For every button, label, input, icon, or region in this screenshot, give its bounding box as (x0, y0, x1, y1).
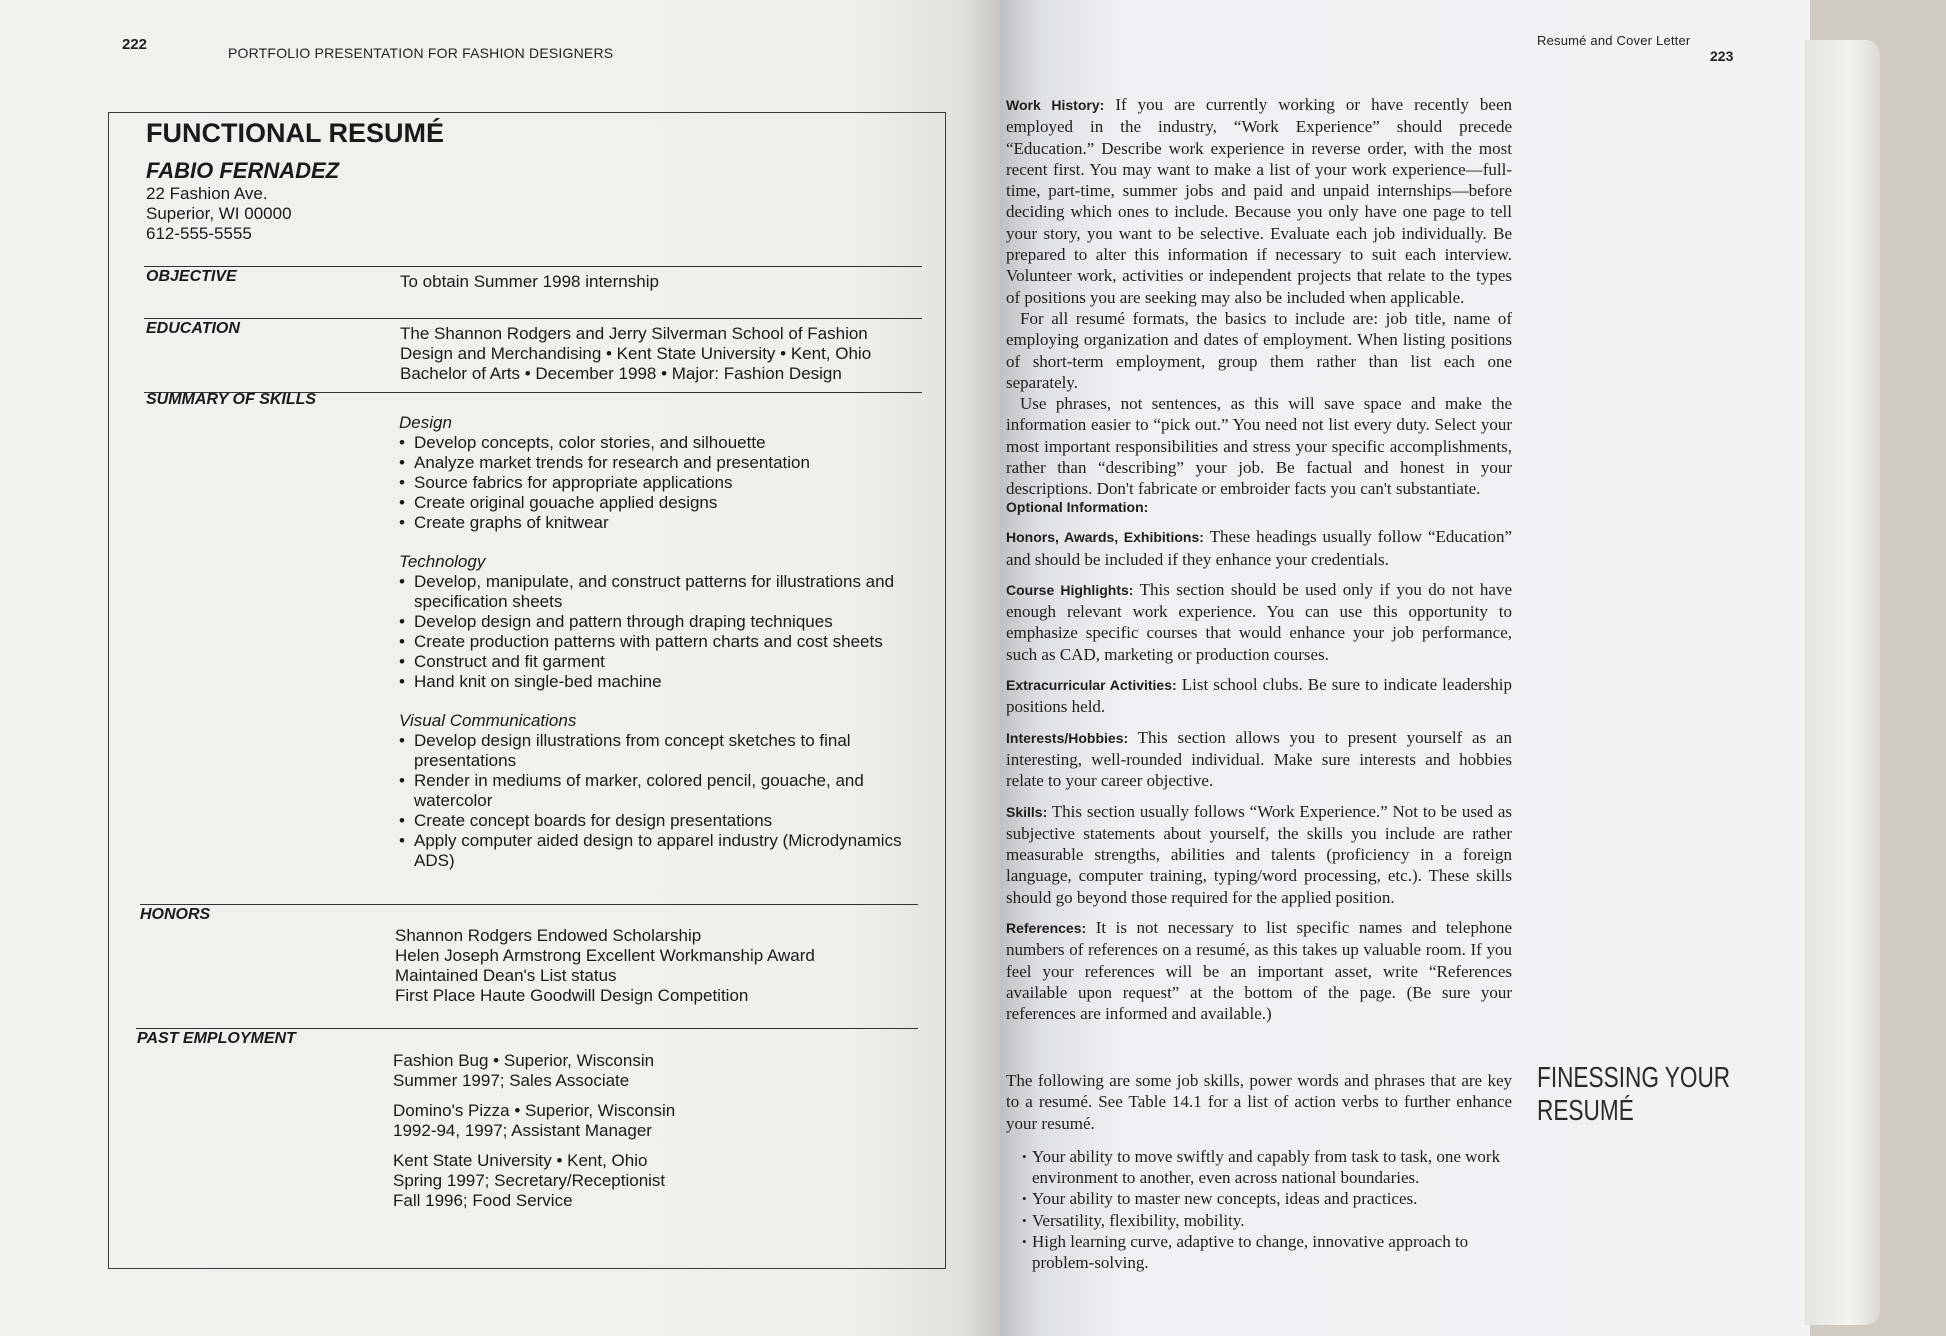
education-label: EDUCATION (146, 320, 240, 337)
honor-item: Shannon Rodgers Endowed Scholarship (395, 926, 702, 945)
skill-item: • Develop design illustrations from concept sketches to final presentations (399, 731, 919, 771)
optional-info-heading: Optional Information: (1006, 499, 1149, 515)
skill-item: • Render in mediums of marker, colored pencil, gouache, and watercolor (399, 771, 919, 811)
resume-title: FUNCTIONAL RESUMÉ (146, 118, 445, 148)
optional-item-lead: Honors, Awards, Exhibitions: (1006, 529, 1204, 546)
optional-item-lead: Course Highlights: (1006, 581, 1134, 598)
job-line: Spring 1997; Secretary/Receptionist (393, 1171, 666, 1190)
resume-name: FABIO FERNADEZ (146, 158, 340, 183)
skill-item: • Develop, manipulate, and construct patterns for illustrations and specification sheets (399, 572, 919, 612)
job-line: Domino's Pizza • Superior, Wisconsin (393, 1101, 676, 1120)
honors-list (395, 926, 815, 1006)
skills-label: SUMMARY OF SKILLS (146, 391, 317, 408)
optional-item-lead: References: (1006, 920, 1087, 937)
finessing-bullet: • Versatility, flexibility, mobility. (1022, 1210, 1512, 1231)
honor-item: First Place Haute Goodwill Design Competition (395, 986, 749, 1005)
education-line: The Shannon Rodgers and Jerry Silverman School of Fashion (400, 324, 868, 343)
skill-group-heading: Technology (399, 552, 486, 571)
address-line: 22 Fashion Ave. (146, 184, 268, 203)
optional-item (1006, 579, 1512, 665)
education-line: Design and Merchandising • Kent State University • Kent, Ohio (400, 344, 872, 363)
honor-item: Helen Joseph Armstrong Excellent Workmanship Award (395, 946, 815, 965)
skill-item: • Develop concepts, color stories, and silhouette (399, 433, 919, 453)
finessing-bullets (1022, 1146, 1512, 1274)
phrases-paragraph: Use phrases, not sentences, as this will save space and make the information easier to “pick out.” You need not list every duty. Select your most important responsibilities and stress your specific accomplishments, rather than “describing” your job. Be factual and honest in your descriptions. Don't fabricate or embroider facts you can't substantiate. (1006, 394, 1512, 499)
skill-item: • Apply computer aided design to apparel industry (Microdynamics ADS) (399, 831, 919, 871)
optional-item (1006, 674, 1512, 718)
objective-value: To obtain Summer 1998 internship (400, 272, 659, 291)
job-line: Summer 1997; Sales Associate (393, 1071, 630, 1090)
job-line: Fashion Bug • Superior, Wisconsin (393, 1051, 655, 1070)
side-heading-line: FINESSING YOUR (1537, 1062, 1731, 1094)
optional-item-lead: Interests/Hobbies: (1006, 729, 1129, 746)
job-line: 1992-94, 1997; Assistant Manager (393, 1121, 652, 1140)
optional-item (1006, 801, 1512, 908)
optional-item-text: These headings usually follow “Education” and should be included if they enhance your credentials. (1006, 527, 1513, 569)
page-number-right: 223 (1710, 48, 1734, 64)
optional-info-section (1006, 496, 1512, 1025)
section-rule (140, 904, 918, 905)
skill-item: • Analyze market trends for research and presentation (399, 453, 919, 473)
objective-text (400, 272, 659, 292)
job-line: Kent State University • Kent, Ohio (393, 1151, 648, 1170)
finessing-side-heading (1537, 1062, 1730, 1128)
skill-item: • Develop design and pattern through draping techniques (399, 612, 919, 632)
optional-item (1006, 917, 1512, 1024)
optional-item-text: This section allows you to present yourself as an interesting, well-rounded individual. Make sure interests and hobbies relate to your career objective. (1006, 727, 1512, 791)
optional-item-lead: Skills: (1006, 803, 1048, 820)
skill-item: • Hand knit on single-bed machine (399, 672, 919, 692)
optional-item-text: This section should be used only if you do not have enough relevant work experience. You can use this opportunity to emphasize specific courses that would enhance your job performance, such as CAD, marketing or production courses. (1006, 579, 1512, 664)
technology-skills (399, 572, 919, 692)
finessing-bullet: • High learning curve, adaptive to change, innovative approach to problem-solving. (1022, 1231, 1512, 1274)
optional-item (1006, 526, 1512, 570)
side-heading-line: RESUMÉ (1537, 1095, 1634, 1127)
skill-item: • Construct and fit garment (399, 652, 919, 672)
running-head-right: Resumé and Cover Letter (1537, 33, 1691, 48)
design-skills (399, 433, 919, 533)
page-number-left: 222 (122, 36, 148, 53)
work-history-lead: Work History: (1006, 97, 1105, 113)
education-details (400, 324, 871, 384)
optional-item-lead: Extracurricular Activities: (1006, 677, 1177, 694)
running-head-left: PORTFOLIO PRESENTATION FOR FASHION DESIGNERS (228, 45, 614, 61)
objective-label: OBJECTIVE (146, 268, 237, 285)
resume-formats-paragraph: For all resumé formats, the basics to include are: job title, name of employing organization and dates of employment. When listing positions of short-term employment, group them rather than list each one separately. (1006, 308, 1512, 392)
optional-item-text: It is not necessary to list specific names and telephone numbers of references on a resumé, as this takes up valuable room. If you feel your references will be an important asset, write “References available upon request” at the bottom of the page. (Be sure your references are informed and available.) (1006, 918, 1513, 1024)
phone-line: 612-555-5555 (146, 224, 252, 243)
job-line: Fall 1996; Food Service (393, 1191, 573, 1210)
skills-list (399, 413, 919, 871)
work-history-text: If you are currently working or have recently been employed in the industry, “Work Experience” should precede “Education.” Describe work experience in reverse order, with the most recent first. You may want to make a list of your work experience—full-time, part-time, summer jobs and paid and unpaid internships—before deciding which ones to include. Because you only have one page to tell your story, you want to be selective. Evaluate each job individually. Be prepared to alter this information if necessary to suit each interview. Volunteer work, activities or independent projects that relate to the types of positions you are seeking may also be included when applicable. (1006, 95, 1513, 307)
visual-communication-skills (399, 731, 919, 871)
address-line: Superior, WI 00000 (146, 204, 292, 223)
employment-label: PAST EMPLOYMENT (137, 1030, 296, 1047)
skill-group-heading: Visual Communications (399, 711, 577, 730)
skill-item: • Create graphs of knitwear (399, 513, 919, 533)
section-rule (136, 1028, 918, 1029)
skill-group-heading: Design (399, 413, 452, 432)
employment-list (393, 1051, 675, 1211)
skill-item: • Create original gouache applied designs (399, 493, 919, 513)
resume-address (146, 184, 292, 244)
skill-item: • Source fabrics for appropriate applications (399, 473, 919, 493)
honors-label: HONORS (140, 906, 211, 923)
optional-item (1006, 727, 1512, 792)
finessing-intro: The following are some job skills, power words and phrases that are key to a resumé. See Table 14.1 for a list of action verbs to further enhance your resumé. (1006, 1071, 1512, 1133)
book-page-edges (1805, 40, 1880, 1325)
skill-item: • Create production patterns with pattern charts and cost sheets (399, 632, 919, 652)
work-history-paragraph (1006, 94, 1512, 308)
section-rule (144, 318, 922, 319)
education-line: Bachelor of Arts • December 1998 • Major: Fashion Design (400, 364, 842, 383)
finessing-bullet: • Your ability to master new concepts, ideas and practices. (1022, 1188, 1512, 1209)
optional-item-text: List school clubs. Be sure to indicate leadership positions held. (1006, 675, 1513, 717)
optional-item-text: This section usually follows “Work Experience.” Not to be used as subjective statements about yourself, the skills you include are rather measurable strengths, abilities and talents (proficiency in a foreign language, computer training, typing/word processing, etc.). These skills should go beyond those required for the applied position. (1006, 801, 1512, 907)
section-rule (144, 266, 922, 267)
honor-item: Maintained Dean's List status (395, 966, 617, 985)
skill-item: • Create concept boards for design presentations (399, 811, 919, 831)
work-history-section (1006, 94, 1512, 500)
finessing-bullet: • Your ability to move swiftly and capably from task to task, one work environment to another, even across national boundaries. (1022, 1146, 1512, 1189)
finessing-section (1006, 1070, 1512, 1274)
